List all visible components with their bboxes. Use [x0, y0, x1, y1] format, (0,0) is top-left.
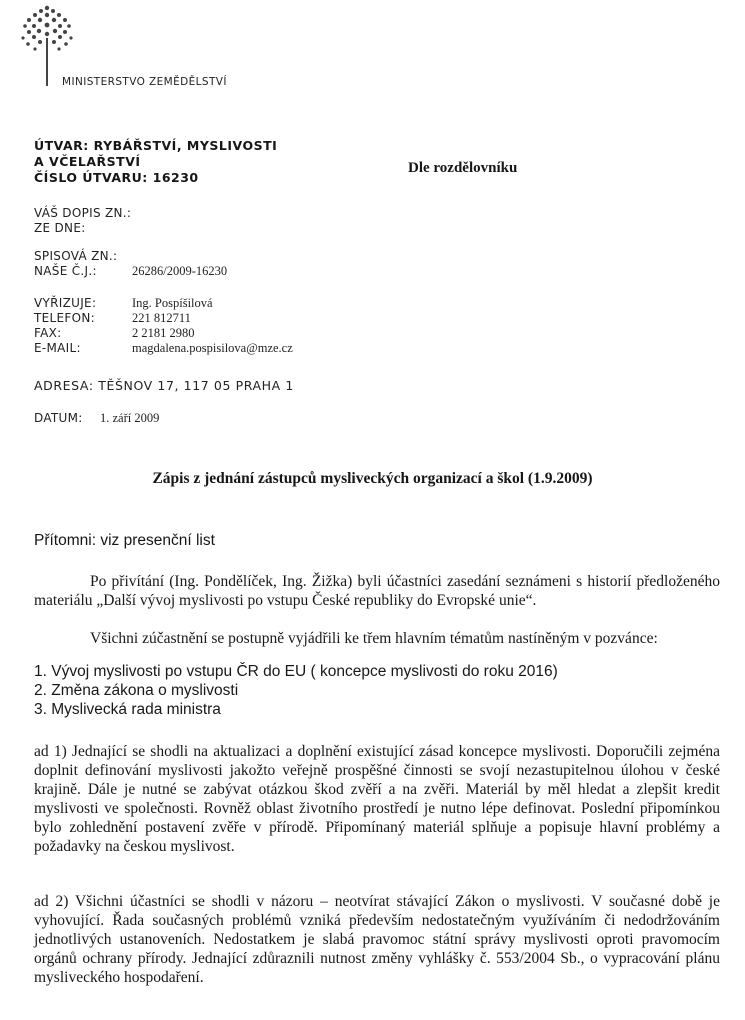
field-label: VYŘIZUJE:: [34, 296, 97, 310]
file-fields: [34, 249, 227, 279]
field-label: TELEFON:: [34, 311, 95, 325]
field-row: [34, 249, 227, 264]
date-value: 1. září 2009: [100, 411, 160, 425]
field-label: SPISOVÁ ZN.:: [34, 249, 118, 263]
contact-fields: [34, 296, 293, 356]
field-row: [34, 311, 293, 326]
field-row: [34, 296, 293, 311]
field-label: VÁŠ DOPIS ZN.:: [34, 206, 132, 220]
field-row: [34, 264, 227, 279]
ministry-tree-logo-icon: [18, 4, 78, 86]
phone-number: 221 812711: [132, 311, 191, 325]
reference-number: 26286/2009-16230: [132, 264, 228, 278]
intro-paragraph: Po přivítání (Ing. Pondělíček, Ing. Žižka) byli účastníci zasedání seznámeni s historií předloženého materiálu „Další vývoj myslivosti po vstupu České republiky do Evropské unie“.: [34, 573, 720, 609]
handler-name: Ing. Pospíšilová: [132, 296, 213, 310]
email-address: magdalena.pospisilova@mze.cz: [132, 341, 293, 355]
fax-number: 2 2181 2980: [132, 326, 195, 340]
ministry-name: MINISTERSTVO ZEMĚDĚLSTVÍ: [62, 76, 227, 88]
field-row: [34, 326, 293, 341]
field-row: [34, 411, 159, 426]
document-title: Zápis z jednání zástupců mysliveckých organizací a škol (1.9.2009): [152, 470, 593, 487]
field-label: ZE DNE:: [34, 221, 86, 235]
topics-list: [34, 662, 558, 719]
attendance-note: Přítomni: viz presenční list: [34, 532, 215, 549]
list-item: 1. Vývoj myslivosti po vstupu ČR do EU ( koncepce myslivosti do roku 2016): [34, 663, 558, 680]
address-line: ADRESA: TĚŠNOV 17, 117 05 PRAHA 1: [34, 378, 294, 393]
reference-fields: [34, 206, 132, 236]
field-label: E-MAIL:: [34, 341, 81, 355]
date-field: [34, 411, 159, 426]
field-row: [34, 341, 293, 356]
department-number: ČÍSLO ÚTVARU: 16230: [34, 170, 199, 185]
field-row: [34, 206, 132, 221]
department-line: ÚTVAR: RYBÁŘSTVÍ, MYSLIVOSTI: [34, 138, 278, 153]
field-label: DATUM:: [34, 411, 83, 425]
list-item: 2. Změna zákona o myslivosti: [34, 682, 239, 699]
recipient: Dle rozdělovníku: [408, 160, 518, 176]
ad1-paragraph: ad 1) Jednající se shodli na aktualizaci a doplnění existující zásad koncepce myslivosti. Doporučili zejména doplnit definování myslivosti jakožto veřejně prospěšné činnosti se svojí nezastupitelnou úlohou v české krajině. Dále je nutné se zabývat otázkou škod zvěří a na zvěři. Materiál by měl hledat a zlepšit kredit myslivosti ve společnosti. Rovněž oblast životního prostředí je nutno lépe definovat. Poslední připomínkou bylo zohlednění postavení zvěře v přírodě. Připomínaný materiál splňuje a popisuje hlavní problémy a požadavky na českou myslivost.: [34, 743, 720, 855]
ad2-paragraph: ad 2) Všichni účastníci se shodli v názoru – neotvírat stávající Zákon o myslivosti. V současné době je vyhovující. Řada současných problémů vzniká především nedostatečným využíváním či nedodržováním jednotlivých ustanoveních. Nedostatkem je slabá pravomoc státní správy myslivosti oproti pravomocím orgánů ochrany přírody. Jednající zdůraznili nutnost změny vyhlášky č. 553/2004 Sb., o vypracování plánu mysliveckého hospodaření.: [34, 893, 720, 986]
department-line: A VČELAŘSTVÍ: [34, 154, 141, 169]
department-block: [34, 138, 277, 186]
field-label: NAŠE Č.J.:: [34, 264, 97, 278]
field-label: FAX:: [34, 326, 62, 340]
field-row: [34, 221, 132, 236]
list-item: 3. Myslivecká rada ministra: [34, 701, 221, 718]
topics-intro-paragraph: Všichni zúčastnění se postupně vyjádřili ke třem hlavním tématům nastíněným v pozvánce:: [90, 630, 658, 647]
